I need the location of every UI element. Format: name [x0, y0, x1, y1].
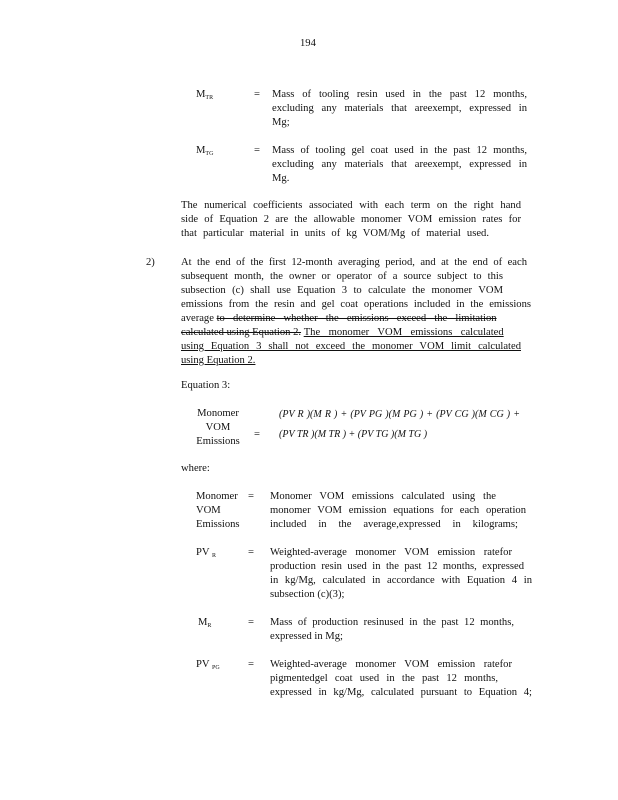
- paragraph-line: At the end of the first 12-month averaging period, and at the end of each: [181, 257, 527, 268]
- symbol-pv-r: PV $_R$: [196, 547, 217, 559]
- inserted-text: using Equation 2.: [181, 355, 256, 366]
- symbol-line: Monomer: [196, 491, 238, 502]
- symbol-line: Emissions: [196, 519, 240, 530]
- definition-line: Mg;: [272, 117, 290, 128]
- equation-title: Equation 3:: [181, 380, 231, 391]
- equation-lhs-line: Emissions: [196, 436, 240, 447]
- equals-sign: =: [254, 89, 260, 100]
- definition-line: excluding any materials that areexempt, expressed in: [272, 103, 527, 114]
- paragraph-line: subsection (c) shall use Equation 3 to calculate the monomer VOM: [181, 285, 503, 296]
- item-label: 2): [146, 257, 155, 268]
- symbol-line: VOM: [196, 505, 221, 516]
- definition-line: included in the average,expressed in kilograms;: [270, 519, 518, 530]
- paragraph-line: The numerical coefficients associated with each term on the right hand: [181, 200, 521, 211]
- symbol-m-tr: $M_{TR}$: [196, 89, 214, 101]
- paragraph-line: subsequent month, the owner or operator of a source subject to this: [181, 271, 503, 282]
- definition-line: Weighted-average monomer VOM emission ratefor: [270, 659, 512, 670]
- equals-sign: =: [248, 659, 254, 670]
- equals-sign: =: [254, 145, 260, 156]
- paragraph-line: side of Equation 2 are the allowable monomer VOM emission rates for: [181, 214, 521, 225]
- definition-line: production resin used in the past 12 months, expressed: [270, 561, 524, 572]
- paragraph-line: average to determine whether the emissions exceed the limitation: [181, 313, 497, 324]
- equals-sign: =: [248, 617, 254, 628]
- equals-sign: =: [254, 429, 260, 440]
- deleted-text: calculated using Equation 2.: [181, 327, 302, 338]
- equation-rhs-line: (PV TR )(M TR ) + (PV TG )(M TG ): [279, 429, 428, 440]
- inserted-text: using Equation 3 shall not exceed the monomer VOM limit calculated: [181, 341, 521, 352]
- definition-line: excluding any materials that areexempt, expressed in: [272, 159, 527, 170]
- page-number: 194: [300, 38, 316, 49]
- paragraph-line: [181, 326, 504, 340]
- definition-line: Mass of tooling gel coat used in the past 12 months,: [272, 145, 527, 156]
- definition-line: expressed in kg/Mg, calculated pursuant to Equation 4;: [270, 687, 532, 698]
- equation-lhs-line: VOM: [205, 422, 231, 433]
- equals-sign: =: [248, 547, 254, 558]
- definition-line: Weighted-average monomer VOM emission ratefor: [270, 547, 512, 558]
- definition-line: pigmentedgel coat used in the past 12 months,: [270, 673, 498, 684]
- paragraph-line: emissions from the resin and gel coat operations included in the emissions: [181, 299, 531, 310]
- definition-line: Mass of tooling resin used in the past 12 months,: [272, 89, 527, 100]
- equation-lhs-line: Monomer: [197, 408, 239, 419]
- paragraph-line: that particular material in units of kg VOM/Mg of material used.: [181, 228, 489, 239]
- definition-line: expressed in Mg;: [270, 631, 343, 642]
- equals-sign: =: [248, 491, 254, 502]
- definition-line: in kg/Mg, calculated in accordance with Equation 4 in: [270, 575, 532, 586]
- definition-line: Mg.: [272, 173, 290, 184]
- deleted-text: to determine whether the emissions exceed the limitation: [216, 313, 497, 324]
- definition-line: Monomer VOM emissions calculated using the: [270, 491, 496, 502]
- definition-line: Mass of production resinused in the past 12 months,: [270, 617, 514, 628]
- symbol-m-r: $M_R$: [198, 617, 212, 629]
- equation-rhs-line: (PV R )(M R ) + (PV PG )(M PG ) + (PV CG )(M CG ) +: [279, 409, 520, 420]
- definition-line: monomer VOM emission equations for each operation: [270, 505, 526, 516]
- inserted-text: The monomer VOM emissions calculated: [303, 327, 504, 338]
- symbol-m-tg: $M_{TG}$: [196, 145, 214, 157]
- symbol-pv-pg: PV $_{PG}$: [196, 659, 220, 671]
- definition-line: subsection (c)(3);: [270, 589, 345, 600]
- where-label: where:: [181, 463, 210, 474]
